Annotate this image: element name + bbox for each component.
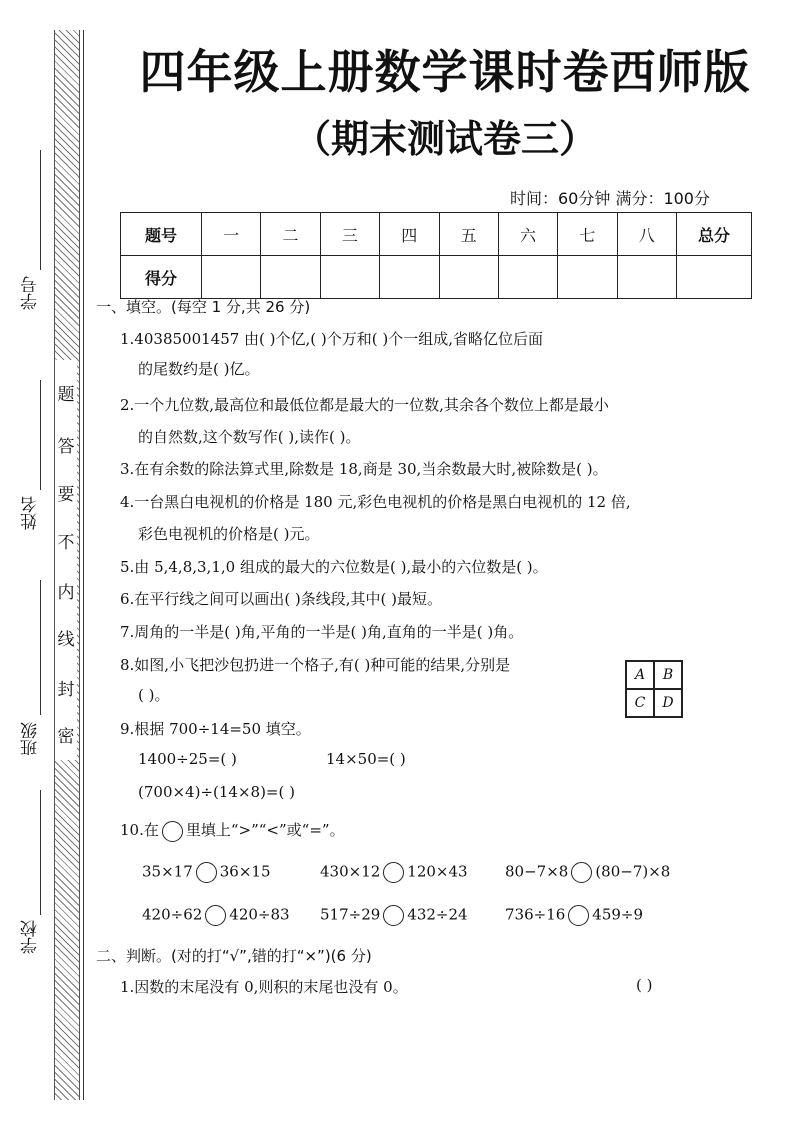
question-text: 2.一个九位数,最高位和最低位都是最大的一位数,其余各个数位上都是最小 [120,396,609,414]
table-cell: 题号 [121,213,202,256]
question-text: 1.因数的末尾没有 0,则积的末尾也没有 0。 [120,978,408,996]
school-label: 学校 [21,920,41,954]
grid-cell: D [654,689,682,717]
seal-char: 要 [57,485,75,505]
question-text: 9.根据 700÷14=50 填空。 [120,720,311,738]
expr-left: 430×12 [320,862,381,881]
answer-circle[interactable] [205,905,226,926]
question-text: ( )。 [138,686,170,704]
score-input-cell[interactable] [558,256,617,299]
seal-char: 题 [57,385,75,405]
answer-circle[interactable] [571,862,592,883]
table-cell: 五 [439,213,498,256]
binding-line [83,30,84,1100]
question-text: 1.40385001457 由( )个亿,( )个万和( )个一组成,省略亿位后面 [120,330,544,348]
table-cell: 四 [380,213,439,256]
compare-item [505,862,670,883]
class-line[interactable] [40,580,41,715]
expr-right: 420÷83 [229,905,290,924]
question-text: (700×4)÷(14×8)=( ) [138,783,295,801]
score-input-cell[interactable] [498,256,557,299]
student-id-line[interactable] [40,150,41,270]
grid-cell: C [626,689,654,717]
answer-circle[interactable] [568,905,589,926]
expr-left: 517÷29 [320,905,381,924]
section-heading: 一、填空。(每空 1 分,共 26 分) [96,298,311,316]
page-title: 四年级上册数学课时卷西师版 [139,45,751,99]
sandbag-grid [625,660,683,718]
expr-left: 35×17 [142,862,193,881]
table-cell: 二 [261,213,320,256]
answer-paren[interactable]: ( ) [636,976,653,994]
table-cell: 一 [202,213,261,256]
question-text: 1400÷25=( ) [138,750,237,768]
exam-info: 时间：60分钟 满分：100分 [510,189,710,208]
score-table-header-row [121,213,752,256]
answer-circle[interactable] [383,905,404,926]
question-text: 7.周角的一半是( )角,平角的一半是( )角,直角的一半是( )角。 [120,623,524,641]
expr-right: 120×43 [407,862,468,881]
question-text: 5.由 5,4,8,3,1,0 组成的最大的六位数是( ),最小的六位数是( )。 [120,558,548,576]
score-input-cell[interactable] [677,256,752,299]
expr-right: (80−7)×8 [595,862,671,881]
question-text: 14×50=( ) [326,750,406,768]
question-text: 彩色电视机的价格是( )元。 [138,525,320,543]
table-cell: 得分 [121,256,202,299]
seal-char: 密 [57,727,75,747]
question-text: 8.如图,小飞把沙包扔进一个格子,有( )种可能的结果,分别是 [120,656,511,674]
table-cell: 三 [320,213,379,256]
table-cell: 七 [558,213,617,256]
expr-left: 736÷16 [505,905,566,924]
expr-right: 459÷9 [592,905,644,924]
answer-circle[interactable] [383,862,404,883]
compare-item [320,862,468,883]
question-text: 4.一台黑白电视机的价格是 180 元,彩色电视机的价格是黑白电视机的 12 倍, [120,493,631,511]
seal-char: 不 [57,533,75,553]
answer-circle[interactable] [196,862,217,883]
school-line[interactable] [40,790,41,915]
class-label: 班级 [21,722,41,756]
binding-seal-area [55,360,77,760]
question-text: 里填上“>”“<”或“=”。 [185,821,345,839]
seal-char: 线 [57,630,75,650]
score-input-cell[interactable] [439,256,498,299]
page-subtitle: （期末测试卷三） [292,116,597,161]
question-text: 的自然数,这个数写作( ),读作( )。 [138,428,361,446]
question-text: 的尾数约是( )亿。 [138,360,260,378]
circle-icon [162,821,183,842]
table-cell: 八 [617,213,676,256]
question-text: 3.在有余数的除法算式里,除数是 18,商是 30,当余数最大时,被除数是( )。 [120,460,608,478]
table-cell: 总分 [677,213,752,256]
expr-right: 36×15 [219,862,271,881]
seal-char: 封 [57,680,75,700]
score-table-score-row [121,256,752,299]
grid-cell: B [654,661,682,689]
seal-char: 内 [57,583,75,603]
table-cell: 六 [498,213,557,256]
compare-item [505,905,643,926]
expr-right: 432÷24 [407,905,468,924]
expr-left: 80−7×8 [505,862,569,881]
name-line[interactable] [40,380,41,490]
section-heading: 二、判断。(对的打“√”,错的打“×”)(6 分) [96,947,372,965]
student-id-label: 学号 [21,276,41,310]
grid-cell: A [626,661,654,689]
compare-item [142,905,290,926]
seal-char: 答 [57,437,75,457]
score-input-cell[interactable] [320,256,379,299]
compare-item [320,905,468,926]
compare-item [142,862,271,883]
question-text: 6.在平行线之间可以画出( )条线段,其中( )最短。 [120,590,443,608]
score-input-cell[interactable] [202,256,261,299]
score-input-cell[interactable] [617,256,676,299]
question-text: 10.在 [120,821,159,839]
score-input-cell[interactable] [380,256,439,299]
expr-left: 420÷62 [142,905,203,924]
question-10-heading [120,819,345,842]
score-table [120,212,752,299]
score-input-cell[interactable] [261,256,320,299]
name-label: 姓名 [21,496,41,530]
